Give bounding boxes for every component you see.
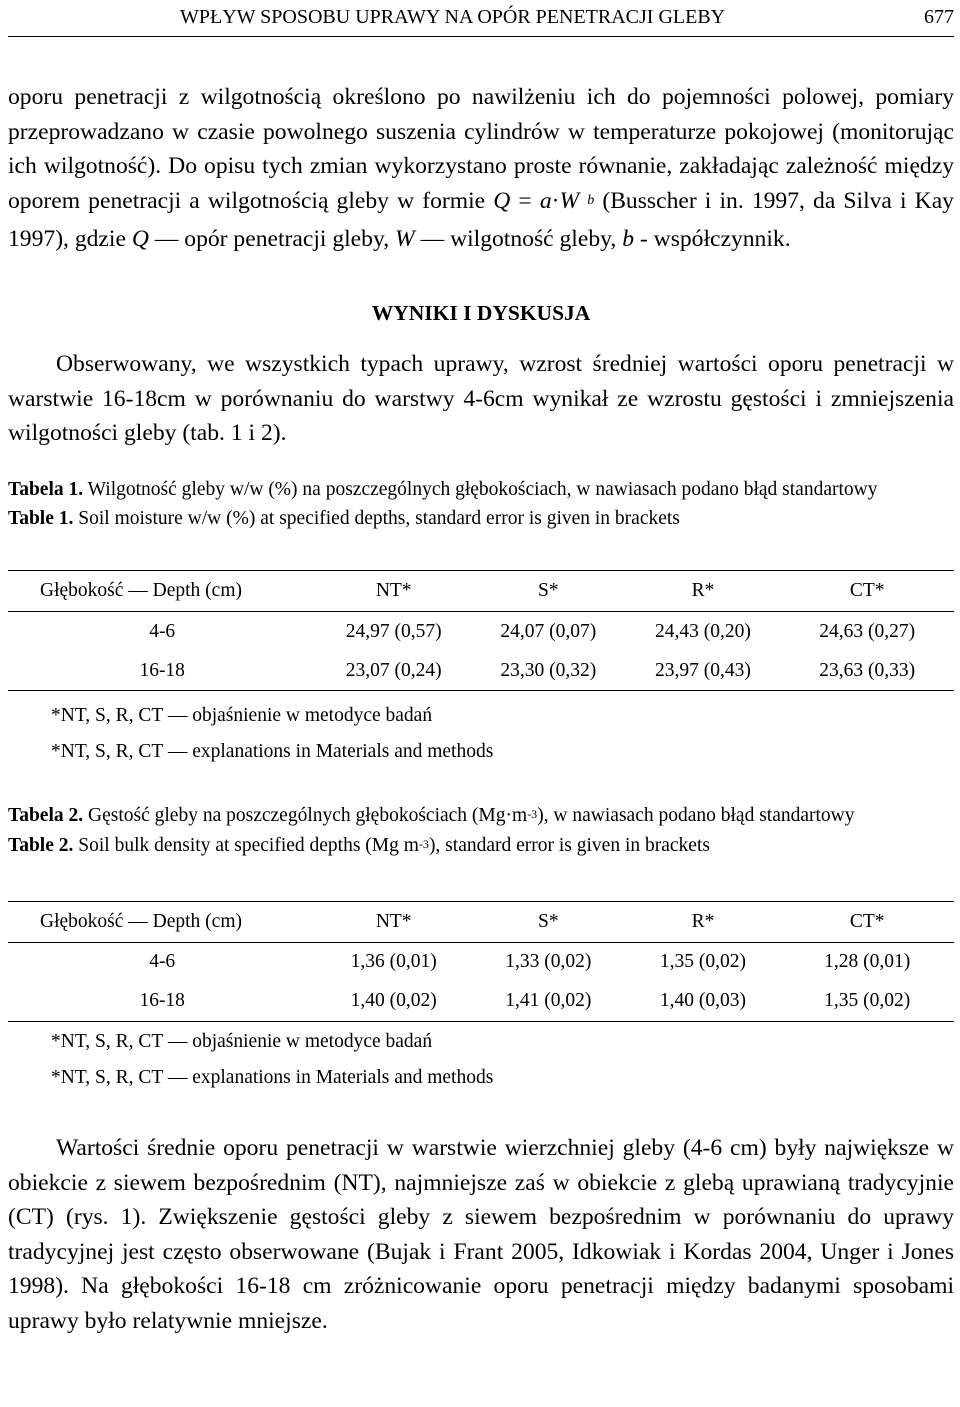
table2-footnote-pl: *NT, S, R, CT — objaśnienie w metodyce badań — [51, 1030, 433, 1052]
table-cell: 23,63 (0,33) — [780, 651, 954, 691]
column-header: S* — [471, 901, 626, 942]
table-row — [8, 982, 954, 1022]
table-cell: 23,30 (0,32) — [471, 651, 626, 691]
table1 — [8, 553, 954, 691]
table-cell: 23,07 (0,24) — [316, 651, 471, 691]
section-heading: WYNIKI I DYSKUSJA — [371, 300, 591, 325]
table-cell: 1,35 (0,02) — [659, 951, 747, 973]
table-cell: 1,33 (0,02) — [505, 951, 592, 973]
table-row — [8, 651, 954, 691]
table2-caption-pl: Tabela 2. Gęstość gleby na poszczególnych głębokościach $(Mg\cdot m^{-3})$, w nawiasach podano błąd standartowy — [8, 805, 855, 827]
results-paragraph: Obserwowany, we wszystkich typach uprawy, wzrost średniej wartości oporu penetracji w warstwie 16-18cm w porównaniu do warstwy 4-6cm wynikał ze wzrostu gęstości i zmniejszenia wilgotności gleby (tab. 1 i 2). — [8, 350, 954, 447]
table-cell: 4-6 — [149, 620, 176, 642]
table1-footnote-pl: *NT, S, R, CT — objaśnienie w metodyce badań — [51, 705, 433, 727]
table1-caption-pl: Tabela 1. Wilgotność gleby w/w (%) na poszczególnych głębokościach, w nawiasach podano błąd standartowy — [8, 478, 878, 500]
column-header: R* — [626, 571, 781, 612]
table-cell: 1,28 (0,01) — [824, 951, 911, 973]
column-header: NT* — [316, 901, 471, 942]
table-cell: 24,07 (0,07) — [500, 620, 597, 642]
table2 — [8, 884, 954, 1022]
running-title: WPŁYW SPOSOBU UPRAWY NA OPÓR PENETRACJI GLEBY — [180, 6, 726, 28]
paper-page — [8, 0, 954, 1339]
column-header: S* — [471, 571, 626, 612]
column-header: Głębokość — Depth (cm) — [8, 901, 316, 942]
table-cell: 1,40 (0,02) — [316, 982, 471, 1022]
table-cell: 1,40 (0,03) — [626, 982, 781, 1022]
table-cell: 24,63 (0,27) — [819, 620, 916, 642]
running-header — [8, 0, 954, 37]
table-cell: 1,41 (0,02) — [471, 982, 626, 1022]
table-cell: 24,97 (0,57) — [345, 620, 442, 642]
table-row — [8, 942, 954, 982]
var-w: W — [395, 226, 415, 253]
table-header-row — [8, 901, 954, 942]
intro-text-a: oporu penetracji z wilgotnością określono po nawilżeniu ich do pojemności polowej, pomiary przeprowadzano w czasie powolnego suszenia cylindrów w temperaturze pokojowej (monitorując ich wilgotność). Do opisu tych zmian wykorzystano proste równanie, zakładając zależność między oporem penetracji a wilgotnością gleby w formie — [8, 84, 954, 214]
table1-footnote-en: *NT, S, R, CT — explanations in Materials and methods — [51, 741, 494, 763]
equation: Q = a·W $^b$ — [493, 187, 595, 214]
page-number: 677 — [924, 6, 954, 28]
table1-caption-en: Table 1. Soil moisture w/w (%) at specified depths, standard error is given in brackets — [8, 507, 680, 529]
closing-paragraph: Wartości średnie oporu penetracji w warstwie wierzchniej gleby (4-6 cm) były największe w obiekcie z siewem bezpośrednim (NT), najmniejsze zaś w obiekcie z glebą uprawianą tradycyjnie (CT) (rys. 1). Zwiększenie gęstości gleby z siewem bezpośrednim w porównaniu do uprawy tradycyjnej jest często obserwowane (Bujak i Frant 2005, Idkowiak i Kordas 2004, Unger i Jones 1998). Na głębokości 16-18 cm zróżnicowanie oporu penetracji między badanymi sposobami uprawy było relatywnie mniejsze. — [8, 1134, 954, 1334]
column-header: CT* — [780, 571, 954, 612]
table-header-row — [8, 571, 954, 612]
table2-footnote-en: *NT, S, R, CT — explanations in Materials and methods — [51, 1066, 494, 1088]
table-cell: 16-18 — [8, 982, 316, 1022]
var-b: b — [622, 226, 634, 253]
table2-caption-en: Table 2. Soil bulk density at specified depths (Mg $m^{-3}$), standard error is given in brackets — [8, 835, 710, 857]
var-q: Q — [131, 226, 149, 253]
column-header: R* — [626, 901, 781, 942]
column-header: NT* — [316, 571, 471, 612]
table-cell: 23,97 (0,43) — [626, 651, 781, 691]
intro-text-b: (Busscher i in. 1997, da Silva i Kay 1997), gdzie — [8, 187, 954, 253]
table-cell: 1,35 (0,02) — [780, 982, 954, 1022]
table-cell: 24,43 (0,20) — [655, 620, 751, 642]
table-cell: 4-6 — [149, 951, 176, 973]
table-cell: 16-18 — [8, 651, 316, 691]
column-header: CT* — [780, 901, 954, 942]
table-row — [8, 612, 954, 652]
table-cell: 1,36 (0,01) — [350, 951, 437, 973]
intro-paragraph: oporu penetracji z wilgotnością określono po nawilżeniu ich do pojemności polowej, pomiary przeprowadzano w czasie powolnego suszenia cylindrów w temperaturze pokojowej (monitorując ich wilgotność). Do opisu tych zmian wykorzystano proste równanie, zakładając zależność między oporem penetracji a wilgotnością gleby w formie Q = a·W $^b$ (Busscher i in. 1997, da Silva i Kay 1997), gdzie Q — opór penetracji gleby, W — wilgotność gleby, b - współczynnik. — [8, 84, 954, 253]
column-header: Głębokość — Depth (cm) — [8, 571, 316, 612]
